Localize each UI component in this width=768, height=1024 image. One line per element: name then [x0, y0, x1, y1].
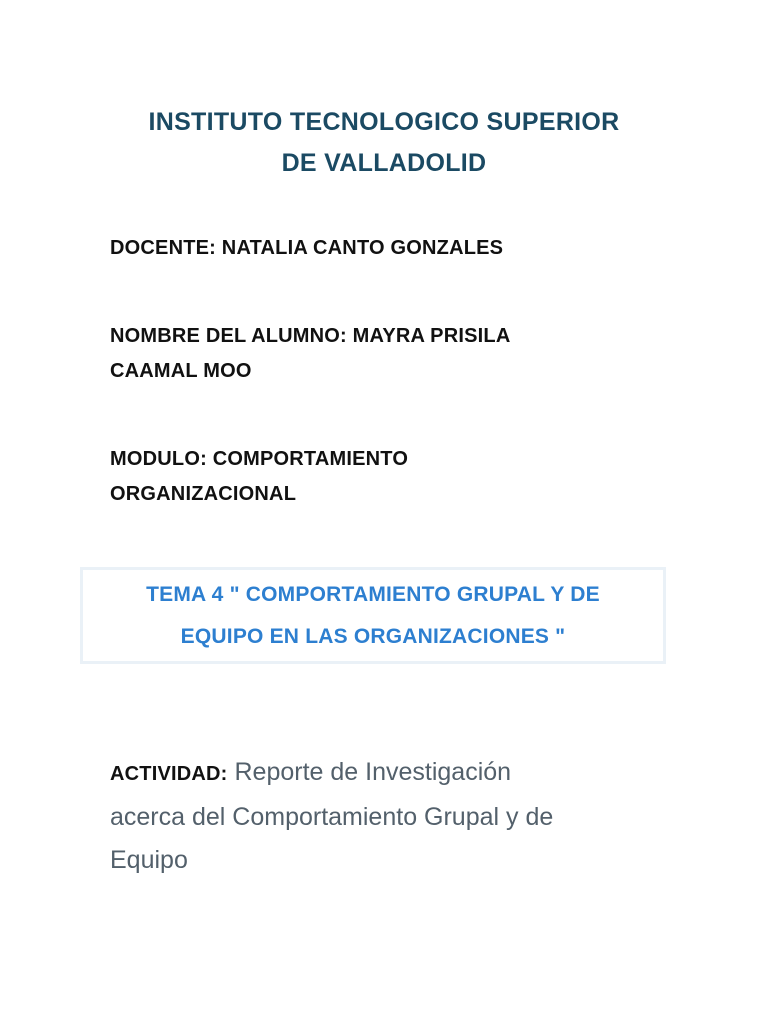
module-field	[110, 442, 670, 512]
student-name-field	[110, 319, 670, 389]
activity-text-line-2: acerca del Comportamiento Grupal y de	[110, 803, 554, 831]
docente-text: DOCENTE: NATALIA CANTO GONZALES	[110, 237, 504, 259]
module-line-2: ORGANIZACIONAL	[110, 483, 297, 505]
module-line-1: MODULO: COMPORTAMIENTO	[110, 448, 409, 470]
institute-title	[84, 102, 684, 184]
activity-line-1	[110, 751, 670, 796]
institute-title-line-2: DE VALLADOLID	[281, 149, 487, 177]
topic-title-line-1: TEMA 4 " COMPORTAMIENTO GRUPAL Y DE	[146, 583, 600, 606]
activity-label: ACTIVIDAD:	[110, 763, 228, 785]
student-name-line-1: NOMBRE DEL ALUMNO: MAYRA PRISILA	[110, 325, 511, 347]
activity-text-line-1: Reporte de Investigación	[227, 758, 512, 786]
institute-title-line-1: INSTITUTO TECNOLOGICO SUPERIOR	[148, 108, 620, 136]
activity-field	[110, 751, 670, 882]
activity-text-line-3: Equipo	[110, 846, 188, 874]
topic-title	[80, 574, 666, 658]
student-name-line-2: CAAMAL MOO	[110, 360, 252, 382]
docente-field	[110, 231, 670, 266]
topic-title-line-2: EQUIPO EN LAS ORGANIZACIONES "	[180, 625, 566, 648]
